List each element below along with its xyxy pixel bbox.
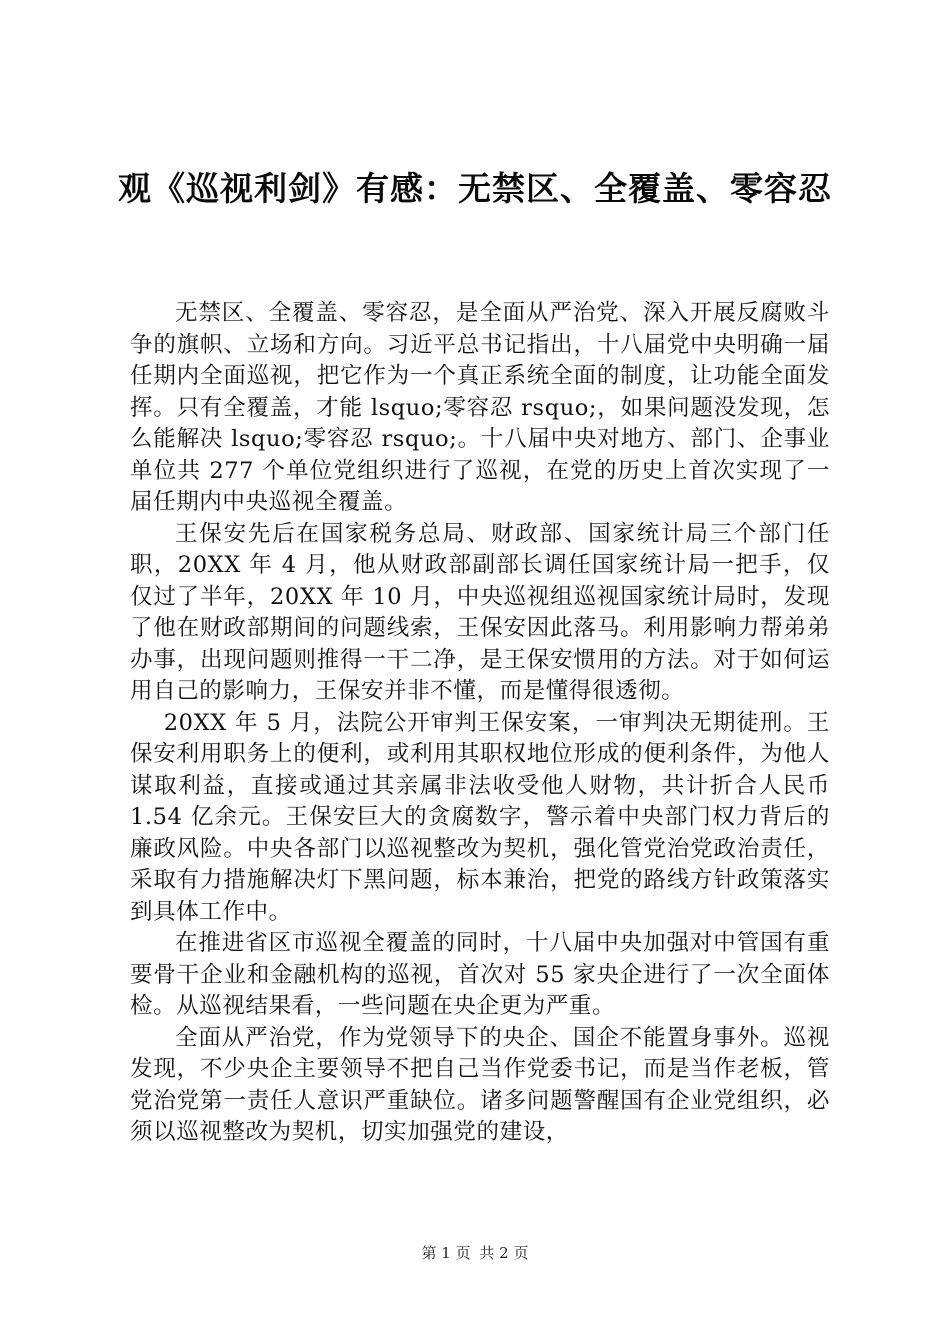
paragraph: 20XX 年 5 月，法院公开审判王保安案，一审判决无期徒刑。王保安利用职务上的便利，或利用其职权地位形成的便利条件，为他人谋取利益，直接或通过其亲属非法收受他人财物，共计折合人民币 1.54 亿余元。王保安巨大的贪腐数字，警示着中央部门权力背后的廉政风险。中央各部门以巡视整改为契机，强化管党治党政治责任，采取有力措施解决灯下黑问题，标本兼治，把党的路线方针政策落实到具体工作中。 [130, 709, 830, 925]
page-footer [0, 1243, 950, 1263]
paragraph: 无禁区、全覆盖、零容忍，是全面从严治党、深入开展反腐败斗争的旗帜、立场和方向。习近平总书记指出，十八届党中央明确一届任期内全面巡视，把它作为一个真正系统全面的制度，让功能全面发挥。只有全覆盖，才能 lsquo;零容忍 rsquo;，如果问题没发现，怎么能解决 lsquo;零容忍 rsquo;。十八届中央对地方、部门、企事业单位共 277 个单位党组织进行了巡视，在党的历史上首次实现了一届任期内中央巡视全覆盖。 [130, 300, 830, 515]
paragraph: 王保安先后在国家税务总局、财政部、国家统计局三个部门任职，20XX 年 4 月，他从财政部副部长调任国家统计局一把手，仅仅过了半年，20XX 年 10 月，中央巡视组巡视国家统计局时，发现了他在财政部期间的问题线索，王保安因此落马。利用影响力帮弟弟办事，出现问题则推得一干二净，是王保安惯用的方法。对于如何运用自己的影响力，王保安并非不懂，而是懂得很透彻。 [130, 520, 830, 704]
paragraph: 全面从严治党，作为党领导下的央企、国企不能置身事外。巡视发现，不少央企主要领导不把自己当作党委书记，而是当作老板，管党治党第一责任人意识严重缺位。诸多问题警醒国有企业党组织，必须以巡视整改为契机，切实加强党的建设， [130, 1024, 830, 1145]
page-total: 共 2 页 [479, 1244, 529, 1262]
paragraph: 在推进省区市巡视全覆盖的同时，十八届中央加强对中管国有重要骨干企业和金融机构的巡视，首次对 55 家央企进行了一次全面体检。从巡视结果看，一些问题在央企更为严重。 [130, 930, 830, 1019]
page-number: 第 1 页 [421, 1244, 471, 1262]
document-body [130, 298, 830, 1149]
document-title: 观《巡视利剑》有感：无禁区、全覆盖、零容忍 [118, 169, 832, 208]
